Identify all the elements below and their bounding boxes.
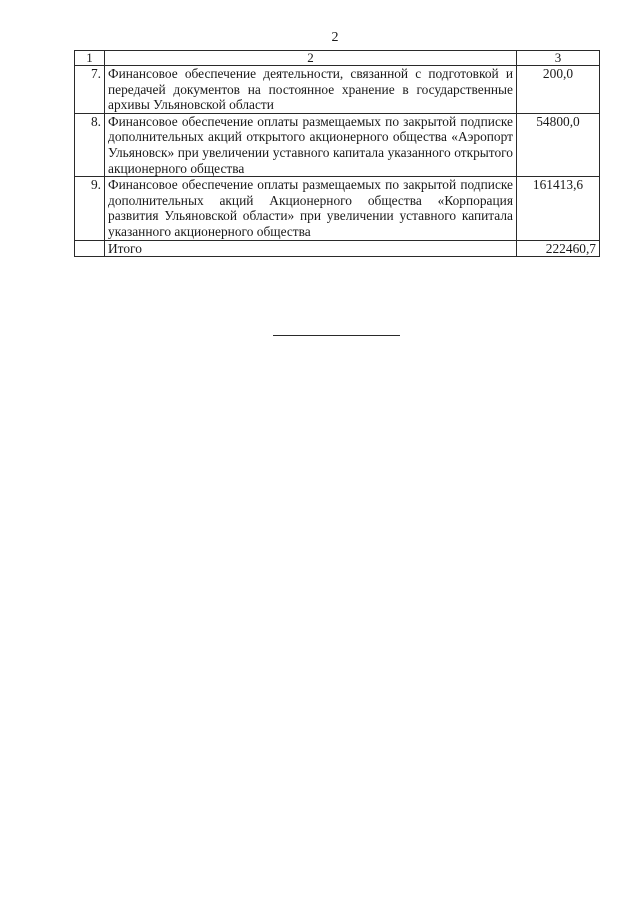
page-number: 2 bbox=[331, 30, 339, 45]
header-col-2: 2 bbox=[105, 51, 517, 66]
row-number: 9. bbox=[75, 177, 105, 240]
row-amount: 161413,6 bbox=[517, 177, 600, 240]
row-description: Финансовое обеспечение оплаты размещаемых по закрытой подписке дополнительных акций Акционерного общества «Корпорация развития Ульяновской области» при увеличении уставного капитала указанного акционерного общества bbox=[105, 177, 517, 240]
budget-table bbox=[74, 50, 600, 257]
total-amount: 222460,7 bbox=[517, 240, 600, 257]
table-row bbox=[75, 66, 600, 114]
table-header-row bbox=[75, 51, 600, 66]
total-empty-cell bbox=[75, 240, 105, 257]
row-description: Финансовое обеспечение оплаты размещаемых по закрытой подписке дополнительных акций открытого акционерного общества «Аэропорт Ульяновск» при увеличении уставного капитала указанного открытого акционерного общества bbox=[105, 113, 517, 176]
row-number: 8. bbox=[75, 113, 105, 176]
table-total-row bbox=[75, 240, 600, 257]
header-col-1: 1 bbox=[75, 51, 105, 66]
table-row bbox=[75, 177, 600, 240]
total-label: Итого bbox=[105, 240, 517, 257]
end-divider-line bbox=[273, 335, 400, 336]
row-amount: 54800,0 bbox=[517, 113, 600, 176]
table-row bbox=[75, 113, 600, 176]
row-number: 7. bbox=[75, 66, 105, 114]
row-description: Финансовое обеспечение деятельности, связанной с подготовкой и передачей документов на постоянное хранение в государственные архивы Ульяновской области bbox=[105, 66, 517, 114]
row-amount: 200,0 bbox=[517, 66, 600, 114]
header-col-3: 3 bbox=[517, 51, 600, 66]
